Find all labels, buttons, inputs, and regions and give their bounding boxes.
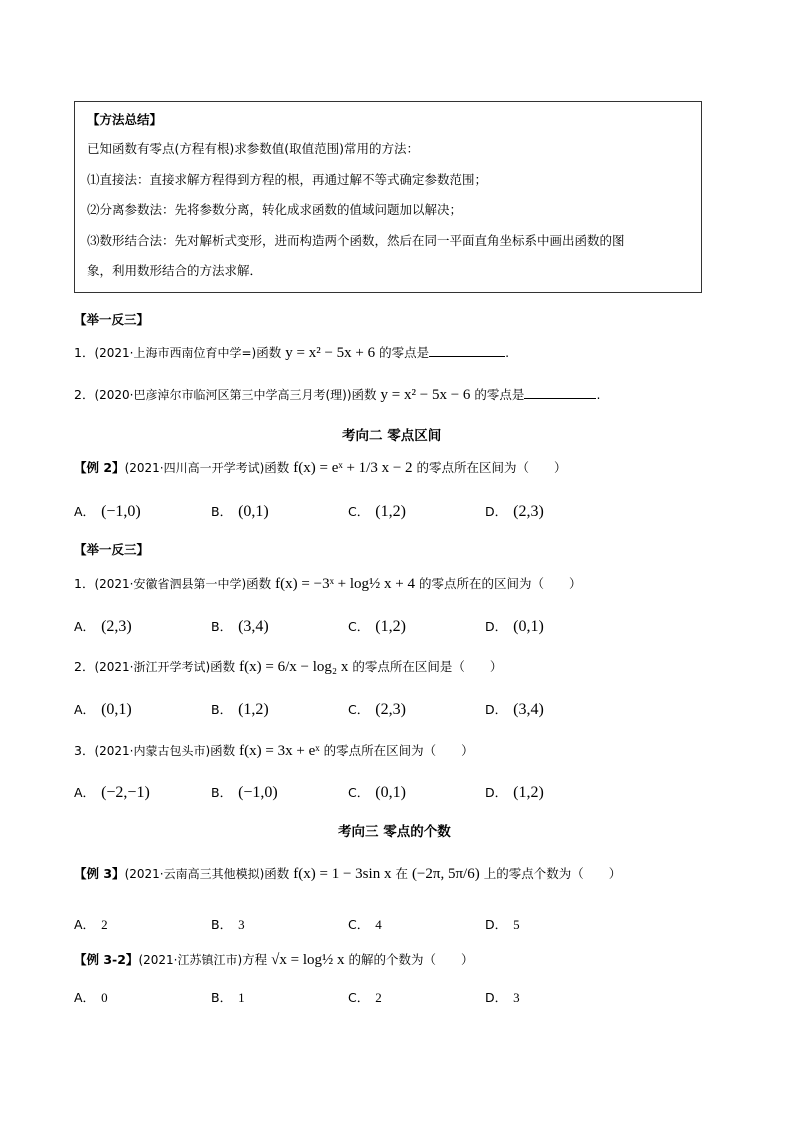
option-b[interactable]	[211, 502, 269, 521]
option-key: C．	[348, 504, 370, 519]
example-pre: 函数	[264, 460, 290, 475]
question-pre: 函数	[351, 387, 377, 402]
option-a[interactable]	[74, 502, 141, 521]
option-value: 0	[101, 990, 108, 1005]
p2-option-d[interactable]	[485, 700, 544, 719]
example-2	[74, 458, 567, 477]
formula-ex3: f(x) = 1 − 3sin x	[293, 866, 392, 882]
question-post: 的零点所在区间为（ ）	[323, 743, 474, 758]
option-value: 2	[101, 917, 108, 932]
ex32-option-b[interactable]	[211, 988, 245, 1006]
question-end: .	[596, 387, 601, 402]
option-key: B．	[211, 990, 233, 1005]
example-3-2	[74, 950, 474, 969]
question-source: (2021·内蒙古包头市)	[94, 744, 211, 758]
question-post: 的零点所在区间是（ ）	[352, 659, 503, 674]
option-key: D．	[485, 917, 508, 932]
practice1-question-1	[74, 343, 509, 362]
option-key: C．	[348, 702, 370, 717]
p1-option-d[interactable]	[485, 617, 544, 636]
option-c[interactable]	[348, 502, 406, 521]
formula-p1: f(x) = −3ˣ + log½ x + 4	[275, 576, 415, 592]
example-post: 的零点所在区间为（ ）	[416, 460, 567, 475]
ex32-option-d[interactable]	[485, 988, 520, 1006]
option-key: D．	[485, 702, 508, 717]
interval-ex3: (−2π, 5π/6)	[411, 866, 480, 882]
formula-q2: y = x² − 5x − 6	[380, 387, 471, 403]
practice2-question-1	[74, 574, 582, 593]
practice2-question-2	[74, 657, 502, 676]
practice-label-1: 【举一反三】	[74, 312, 150, 327]
example-pre: 函数	[264, 866, 290, 881]
p3-option-c[interactable]	[348, 783, 406, 802]
example-3	[74, 864, 621, 883]
ex3-option-a[interactable]	[74, 915, 108, 933]
ex32-option-a[interactable]	[74, 988, 108, 1006]
method-item-2: ⑵分离参数法：先将参数分离，转化成求函数的值域问题加以解决；	[87, 202, 463, 217]
p1-option-c[interactable]	[348, 617, 406, 636]
option-value: 5	[513, 917, 520, 932]
option-value: (1,2)	[238, 701, 269, 718]
formula-q1: y = x² − 5x + 6	[285, 345, 376, 361]
option-key: B．	[211, 619, 233, 634]
method-summary-box	[74, 101, 702, 293]
option-key: B．	[211, 917, 233, 932]
option-value: (1,2)	[375, 503, 406, 520]
option-value: (1,2)	[375, 618, 406, 635]
ex32-option-c[interactable]	[348, 988, 382, 1006]
p2-option-a[interactable]	[74, 700, 132, 719]
method-item-3-cont: 象，利用数形结合的方法求解．	[87, 263, 263, 278]
question-post: 的零点是	[379, 345, 430, 360]
option-value: 1	[238, 990, 245, 1005]
option-value: (0,1)	[101, 701, 132, 718]
formula-p2: f(x) = 6/x − log₂ x	[239, 659, 349, 675]
option-key: A．	[74, 702, 96, 717]
option-key: D．	[485, 504, 508, 519]
p3-option-d[interactable]	[485, 783, 544, 802]
practice1-question-2	[74, 385, 600, 404]
question-number: 2．	[74, 387, 95, 402]
method-item-1: ⑴直接法：直接求解方程得到方程的根，再通过解不等式确定参数范围；	[87, 172, 488, 187]
option-d[interactable]	[485, 502, 544, 521]
p2-option-c[interactable]	[348, 700, 406, 719]
example-source: (2021·云南高三其他模拟)	[124, 867, 265, 881]
formula-p3: f(x) = 3x + eˣ	[239, 743, 320, 759]
example-label: 【例 3-2】	[74, 952, 139, 967]
option-key: C．	[348, 785, 370, 800]
example-source: (2021·四川高一开学考试)	[124, 461, 265, 475]
question-pre: 函数	[256, 345, 282, 360]
practice2-question-3	[74, 741, 474, 760]
option-value: (−2,−1)	[101, 784, 150, 801]
option-key: D．	[485, 619, 508, 634]
question-source: (2021·浙江开学考试)	[94, 660, 211, 674]
option-key: A．	[74, 917, 96, 932]
method-item-3: ⑶数形结合法：先对解析式变形，进而构造两个函数，然后在同一平面直角坐标系中画出函数的图	[87, 233, 625, 248]
method-box-intro: 已知函数有零点(方程有根)求参数值(取值范围)常用的方法：	[87, 141, 420, 156]
option-key: C．	[348, 619, 370, 634]
section-title-3: 考向三 零点的个数	[338, 824, 451, 840]
option-value: (0,1)	[238, 503, 269, 520]
question-pre: 函数	[210, 659, 236, 674]
answer-blank[interactable]	[524, 397, 596, 399]
question-pre: 函数	[246, 576, 272, 591]
option-key: D．	[485, 785, 508, 800]
option-key: A．	[74, 785, 96, 800]
section-title-2: 考向二 零点区间	[342, 428, 442, 444]
question-post: 的零点是	[474, 387, 525, 402]
ex3-option-d[interactable]	[485, 915, 520, 933]
formula-ex2: f(x) = eˣ + 1/3 x − 2	[293, 460, 413, 476]
option-value: (−1,0)	[101, 503, 141, 520]
example-mid: 在	[395, 866, 408, 881]
question-number: 1．	[74, 576, 95, 591]
answer-blank[interactable]	[429, 355, 505, 357]
option-key: A．	[74, 504, 96, 519]
question-pre: 函数	[210, 743, 236, 758]
ex3-option-b[interactable]	[211, 915, 245, 933]
question-source: (2020·巴彦淖尔市临河区第三中学高三月考(理))	[94, 388, 352, 402]
option-value: (0,1)	[513, 618, 544, 635]
p3-option-b[interactable]	[211, 783, 278, 802]
option-value: (0,1)	[375, 784, 406, 801]
option-value: 3	[238, 917, 245, 932]
example-post: 的解的个数为（ ）	[348, 952, 474, 967]
question-end: .	[505, 345, 510, 360]
example-label: 【例 2】	[74, 460, 125, 475]
option-value: 4	[375, 917, 382, 932]
example-pre: 方程	[242, 952, 268, 967]
method-box-title: 【方法总结】	[87, 112, 163, 127]
option-value: 2	[375, 990, 382, 1005]
practice-label-2: 【举一反三】	[74, 542, 150, 557]
option-value: (1,2)	[513, 784, 544, 801]
formula-ex32: √x = log½ x	[271, 952, 345, 968]
option-value: (3,4)	[513, 701, 544, 718]
option-value: (2,3)	[375, 701, 406, 718]
option-key: B．	[211, 785, 233, 800]
question-source: (2021·上海市西南位育中学=)	[94, 346, 257, 360]
question-post: 的零点所在的区间为（ ）	[418, 576, 582, 591]
option-value: (2,3)	[513, 503, 544, 520]
option-key: C．	[348, 990, 370, 1005]
option-key: C．	[348, 917, 370, 932]
example-label: 【例 3】	[74, 866, 125, 881]
question-number: 1．	[74, 345, 95, 360]
example-post: 上的零点个数为（ ）	[483, 866, 622, 881]
question-source: (2021·安徽省泗县第一中学)	[94, 577, 247, 591]
option-key: B．	[211, 702, 233, 717]
p2-option-b[interactable]	[211, 700, 269, 719]
p1-option-b[interactable]	[211, 617, 269, 636]
option-value: (3,4)	[238, 618, 269, 635]
p3-option-a[interactable]	[74, 783, 150, 802]
ex3-option-c[interactable]	[348, 915, 382, 933]
option-value: (−1,0)	[238, 784, 278, 801]
option-key: A．	[74, 990, 96, 1005]
example-source: (2021·江苏镇江市)	[138, 953, 243, 967]
option-value: 3	[513, 990, 520, 1005]
p1-option-a[interactable]	[74, 617, 132, 636]
question-number: 2．	[74, 659, 95, 674]
option-key: B．	[211, 504, 233, 519]
option-key: A．	[74, 619, 96, 634]
question-number: 3．	[74, 743, 95, 758]
option-value: (2,3)	[101, 618, 132, 635]
option-key: D．	[485, 990, 508, 1005]
